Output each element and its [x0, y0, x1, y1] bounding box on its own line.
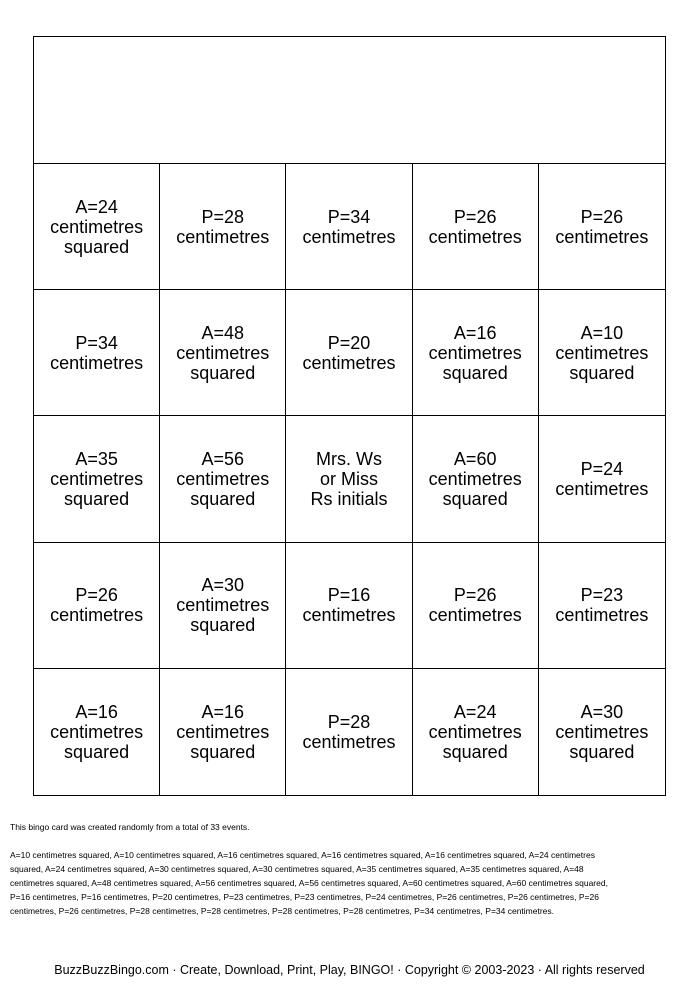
bingo-grid	[34, 163, 665, 795]
bingo-cell: P=26 centimetres	[34, 543, 160, 669]
bingo-cell: P=28 centimetres	[160, 164, 286, 290]
bingo-cell: A=10 centimetres squared	[539, 290, 665, 416]
bingo-cell: A=56 centimetres squared	[160, 416, 286, 542]
info-event-list: A=10 centimetres squared, A=10 centimetres squared, A=16 centimetres squared, A=16 centimetres squared, A=16 centimetres squared, A=24 centimetres squared, A=24 centimetres squared, A=30 centimetres squared, A=30 centimetres squared, A=35 centimetres squared, A=35 centimetres squared, A=48 centimetres squared, A=48 centimetres squared, A=56 centimetres squared, A=56 centimetres squared, A=60 centimetres squared, A=60 centimetres squared, P=16 centimetres, P=16 centimetres, P=20 centimetres, P=23 centimetres, P=23 centimetres, P=24 centimetres, P=26 centimetres, P=26 centimetres, P=26 centimetres, P=26 centimetres, P=28 centimetres, P=28 centimetres, P=28 centimetres, P=28 centimetres, P=34 centimetres, P=34 centimetres.	[10, 850, 608, 916]
bingo-cell: A=60 centimetres squared	[413, 416, 539, 542]
bingo-cell: A=48 centimetres squared	[160, 290, 286, 416]
bingo-cell: A=30 centimetres squared	[160, 543, 286, 669]
event-info	[10, 806, 690, 932]
bingo-cell: P=26 centimetres	[539, 164, 665, 290]
bingo-cell: A=35 centimetres squared	[34, 416, 160, 542]
bingo-cell: P=23 centimetres	[539, 543, 665, 669]
bingo-cell: P=34 centimetres	[34, 290, 160, 416]
bingo-cell: P=26 centimetres	[413, 164, 539, 290]
bingo-cell: A=24 centimetres squared	[413, 669, 539, 795]
bingo-cell-center: Mrs. Ws or Miss Rs initials	[286, 416, 412, 542]
bingo-cell: A=16 centimetres squared	[34, 669, 160, 795]
bingo-cell: P=16 centimetres	[286, 543, 412, 669]
footer-copyright: BuzzBuzzBingo.com · Create, Download, Print, Play, BINGO! · Copyright © 2003-2023 · All rights reserved	[54, 963, 645, 977]
bingo-card	[33, 36, 666, 796]
bingo-cell: A=16 centimetres squared	[160, 669, 286, 795]
info-intro: This bingo card was created randomly from a total of 33 events.	[10, 822, 250, 832]
bingo-cell: P=20 centimetres	[286, 290, 412, 416]
bingo-cell: P=24 centimetres	[539, 416, 665, 542]
bingo-cell: P=34 centimetres	[286, 164, 412, 290]
bingo-cell: A=24 centimetres squared	[34, 164, 160, 290]
bingo-cell: P=28 centimetres	[286, 669, 412, 795]
card-header	[34, 37, 665, 163]
bingo-cell: A=16 centimetres squared	[413, 290, 539, 416]
bingo-cell: A=30 centimetres squared	[555, 701, 649, 762]
bingo-cell: P=26 centimetres	[413, 543, 539, 669]
